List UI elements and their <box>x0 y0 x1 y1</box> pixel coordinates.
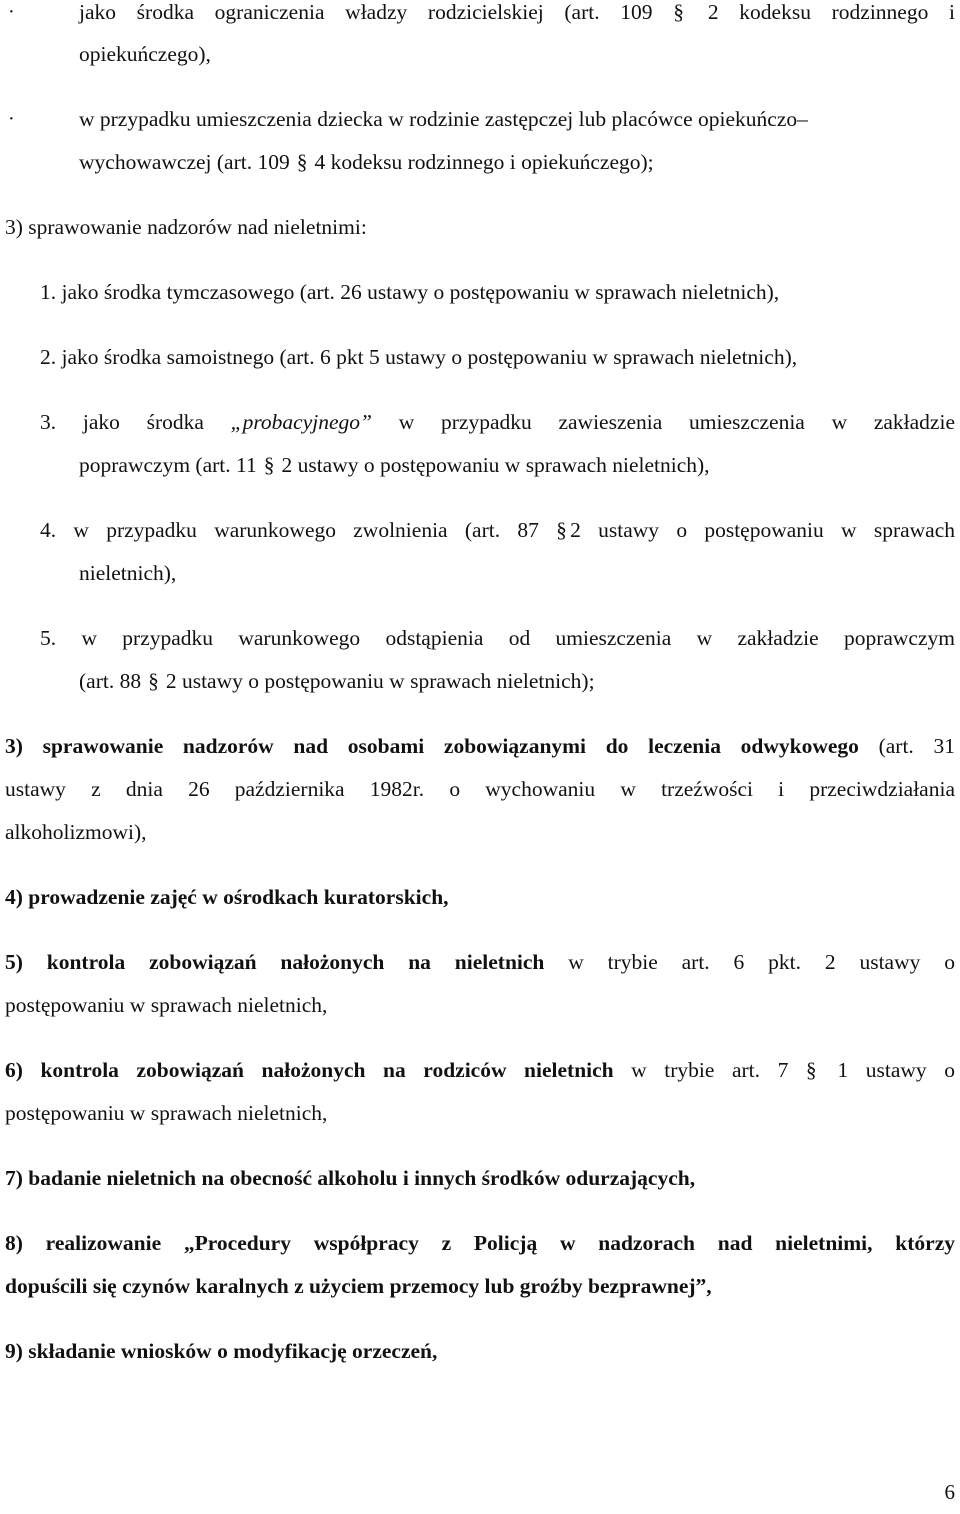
section-sign: § <box>805 1058 817 1082</box>
bullet-1-line-1 <box>79 0 955 34</box>
section-3a-heading: 3) sprawowanie nadzorów nad nieletnimi: <box>5 215 367 239</box>
section-6-bold: 6) kontrola zobowiązań nałożonych na rodziców nieletnich <box>5 1058 614 1082</box>
list-item-3-suffix: w przypadku zawieszenia umieszczenia w zakładzie <box>372 410 955 434</box>
list-item-5-line-2 <box>79 659 595 703</box>
section-sign: § <box>148 669 159 693</box>
bullet-1-text-b: 2 kodeksu rodzinnego i <box>707 0 955 24</box>
bullet-marker: · <box>8 1 15 23</box>
section-6-line-2: postępowaniu w sprawach nieletnich, <box>5 1101 328 1125</box>
section-3b-bold: 3) sprawowanie nadzorów nad osobami zobowiązanymi do leczenia odwykowego <box>5 734 859 758</box>
section-3b-line-2: ustawy z dnia 26 października 1982r. o wychowaniu w trzeźwości i przeciwdziałania <box>5 777 955 801</box>
page-number: 6 <box>944 1480 955 1504</box>
section-sign: § <box>296 150 308 174</box>
list-item-3-line-2 <box>79 443 710 487</box>
section-5-line-2: postępowaniu w sprawach nieletnich, <box>5 993 328 1017</box>
bullet-2-line-2 <box>79 140 654 184</box>
list-item-4-line-2: nieletnich), <box>79 561 177 585</box>
list-item-3-text-b: 2 ustawy o postępowaniu w sprawach nieletnich), <box>281 453 710 477</box>
list-item-4-line-1 <box>40 508 955 552</box>
list-item-5-text-a: (art. 88 <box>79 669 142 693</box>
section-4: 4) prowadzenie zajęć w ośrodkach kuratorskich, <box>5 885 449 909</box>
section-sign: § <box>673 0 684 24</box>
list-item-3-prefix: 3. jako środka <box>40 410 231 434</box>
section-sign: § <box>556 518 567 542</box>
section-6-rest-b: 1 ustawy o <box>837 1058 955 1082</box>
bullet-1-text-a: jako środka ograniczenia władzy rodzicielskiej (art. 109 <box>79 0 653 24</box>
list-item-1: 1. jako środka tymczasowego (art. 26 ustawy o postępowaniu w sprawach nieletnich), <box>40 280 780 304</box>
bullet-2-text-b: 4 kodeksu rodzinnego i opiekuńczego); <box>314 150 654 174</box>
section-5-line-1 <box>5 940 955 984</box>
section-5-bold: 5) kontrola zobowiązań nałożonych na nieletnich <box>5 950 545 974</box>
bullet-marker: · <box>8 108 15 130</box>
section-7: 7) badanie nieletnich na obecność alkoholu i innych środków odurzających, <box>5 1166 696 1190</box>
section-3b-line-1 <box>5 724 955 768</box>
list-item-4-text-b: 2 ustawy o postępowaniu w sprawach <box>570 518 956 542</box>
section-6-rest-a: w trybie art. 7 <box>613 1058 789 1082</box>
list-item-5-line-1: 5. w przypadku warunkowego odstąpienia od umieszczenia w zakładzie poprawczym <box>40 626 955 650</box>
section-3b-rest: (art. 31 <box>858 734 955 758</box>
section-8-line-1: 8) realizowanie „Procedury współpracy z Policją w nadzorach nad nieletnimi, którzy <box>5 1231 955 1255</box>
bullet-2-text-a: wychowawczej (art. 109 <box>79 150 290 174</box>
section-3b-line-3: alkoholizmowi), <box>5 820 147 844</box>
bullet-1-line-2: opiekuńczego), <box>79 42 211 66</box>
section-9: 9) składanie wniosków o modyfikację orzeczeń, <box>5 1339 438 1363</box>
section-6-line-1 <box>5 1048 955 1092</box>
section-sign: § <box>263 453 275 477</box>
list-item-3-line-1 <box>40 400 955 444</box>
list-item-3-italic: „probacyjnego” <box>230 410 372 434</box>
list-item-4-text-a: 4. w przypadku warunkowego zwolnienia (art. 87 <box>40 518 539 542</box>
section-8-line-2: dopuścili się czynów karalnych z użyciem przemocy lub groźby bezprawnej”, <box>5 1274 712 1298</box>
bullet-2-line-1: w przypadku umieszczenia dziecka w rodzinie zastępczej lub placówce opiekuńczo– <box>79 107 808 131</box>
list-item-5-text-b: 2 ustawy o postępowaniu w sprawach nieletnich); <box>165 669 595 693</box>
list-item-2: 2. jako środka samoistnego (art. 6 pkt 5 ustawy o postępowaniu w sprawach nieletnich), <box>40 345 798 369</box>
section-5-rest: w trybie art. 6 pkt. 2 ustawy o <box>544 950 955 974</box>
list-item-3-text-a: poprawczym (art. 11 <box>79 453 257 477</box>
